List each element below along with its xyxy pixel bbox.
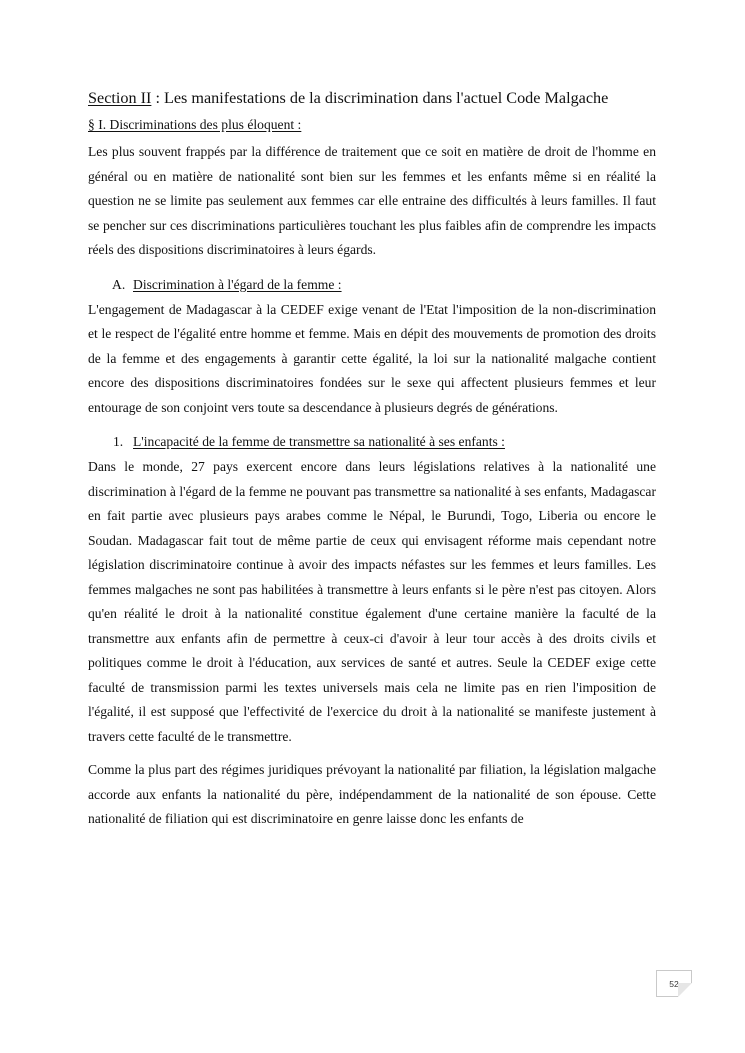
point-1-paragraph: Dans le monde, 27 pays exercent encore dans leurs législations relatives à la nationalité une discrimination à l'égard de la femme ne pouvant pas transmettre sa nationalité à ses enfants, Madagascar en fait partie avec plusieurs pays arabes comme le Népal, le Burundi, Togo, Liberia ou encore le Soudan. Madagascar fait tout de même partie de ceux qui envisagent réforme mais cependant notre législation discriminatoire continue à avoir des impacts néfastes sur les femmes et leurs familles. Les femmes malgaches ne sont pas habilitées à transmettre à leurs enfants si le père n'est pas citoyen. Alors qu'en réalité le droit à la nationalité constitue également d'une certaine manière la faculté de la transmettre aux enfants afin de permettre à ceux-ci d'avoir à leur tour accès à des droits civils et politiques comme le droit à l'éducation, aux services de santé et autres. Seule la CEDEF exige cette faculté de transmission parmi les textes universels mais cela ne limite pas en rien l'imposition de l'égalité, il est supposé que l'effectivité de l'exercice du droit à la nationalité se manifeste justement à travers cette faculté de le transmettre. [88,459,656,744]
intro-paragraph: Les plus souvent frappés par la différence de traitement que ce soit en matière de droit de l'homme en général ou en matière de nationalité sont bien sur les femmes et les enfants même si en réalité la question ne se limite pas seulement aux femmes car elle entraine des difficultés à leurs familles. Il faut se pencher sur ces discriminations particulières touchant les plus faibles afin de comprendre les impacts réels des dispositions discriminatoires à leurs égards. [88,144,656,257]
part-a-heading-text: Discrimination à l'égard de la femme : [133,276,342,292]
point-1-marker: 1. [113,434,124,449]
subsection-heading-text: § I. Discriminations des plus éloquent : [88,117,302,132]
point-1-heading-text: L'incapacité de la femme de transmettre sa nationalité à ses enfants : [133,434,505,449]
section-title-text: : Les manifestations de la discrimination dans l'actuel Code Malgache [151,89,609,107]
final-paragraph: Comme la plus part des régimes juridiques prévoyant la nationalité par filiation, la législation malgache accorde aux enfants la nationalité du père, indépendamment de la nationalité de son épouse. Cette nationalité de filiation qui est discriminatoire en genre laisse donc les enfants de [88,762,656,826]
section-title [88,88,656,108]
document-page [88,88,656,832]
subsection-heading [88,116,656,134]
part-a-heading [88,276,656,294]
part-a-paragraph: L'engagement de Madagascar à la CEDEF exige venant de l'Etat l'imposition de la non-discrimination et le respect de l'égalité entre homme et femme. Mais en dépit des mouvements de promotion des droits de la femme et des engagements à garantir cette égalité, la loi sur la nationalité malgache contient encore des dispositions discriminatoires fondées sur le sexe qui affectent plusieurs femmes et leur entourage de son conjoint vers toute sa descendance à plusieurs degrés de générations. [88,301,656,415]
point-1-heading [88,433,656,451]
section-label: Section II [88,89,152,107]
page-number: 52 [656,970,692,997]
part-a-marker: A. [112,276,126,292]
